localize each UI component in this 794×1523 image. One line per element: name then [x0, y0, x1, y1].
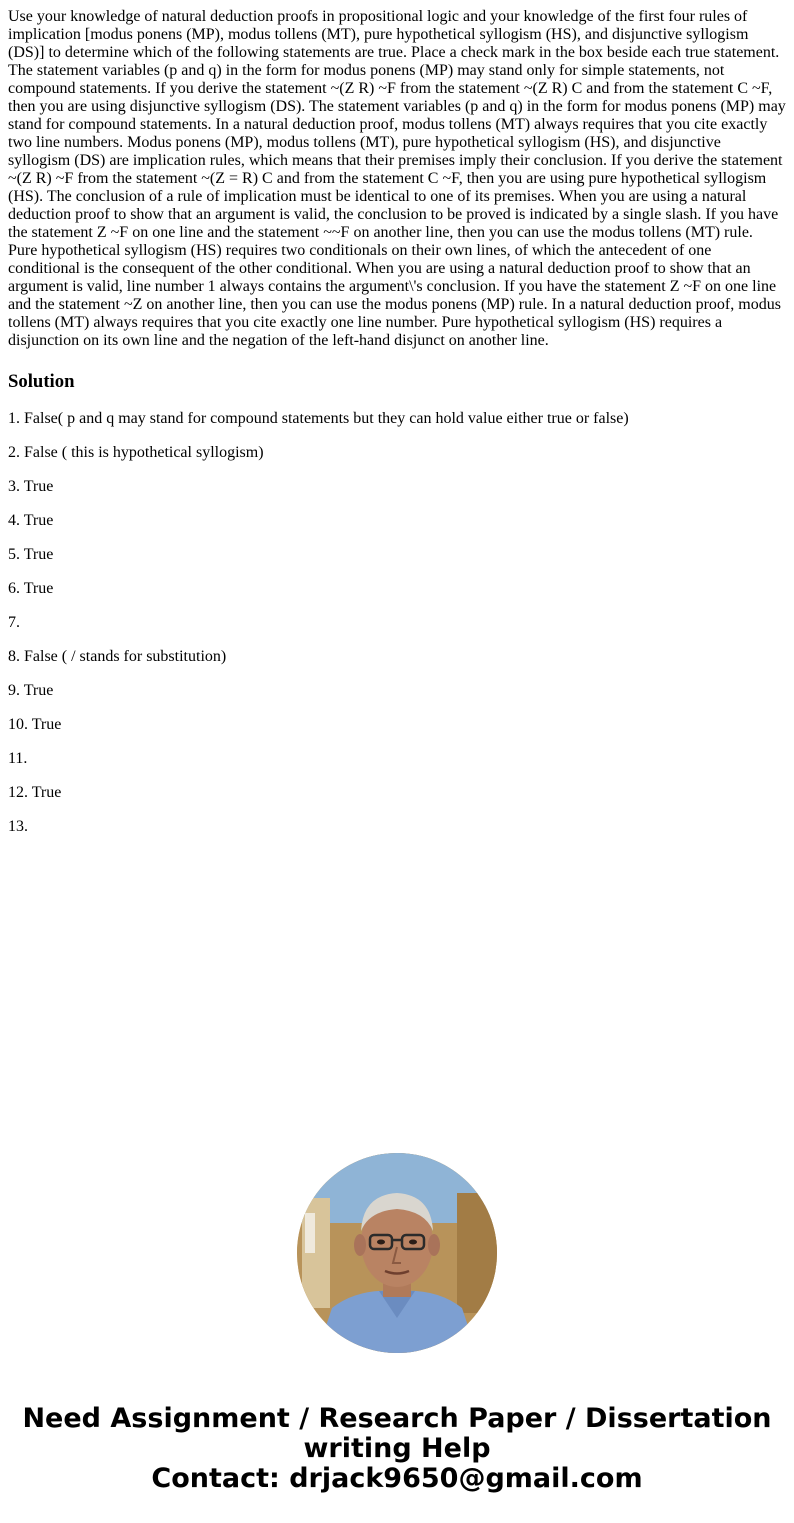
answer-item: 7.	[8, 614, 20, 631]
answer-item: 9. True	[8, 682, 54, 699]
avatar-portrait	[297, 1153, 497, 1353]
answer-item: 8. False ( / stands for substitution)	[8, 648, 227, 665]
answer-item: 3. True	[8, 478, 54, 495]
answer-item: 11.	[8, 750, 28, 767]
footer-line-2: writing Help	[303, 1433, 491, 1464]
footer-contact	[0, 1404, 794, 1494]
answer-item: 5. True	[8, 546, 54, 563]
answer-item: 10. True	[8, 716, 62, 733]
answer-item: 6. True	[8, 580, 54, 597]
answer-item: 2. False ( this is hypothetical syllogism)	[8, 444, 264, 461]
solution-heading: Solution	[8, 371, 75, 392]
answer-item: 13.	[8, 818, 28, 835]
answer-list	[8, 410, 786, 836]
question-text: Use your knowledge of natural deduction proofs in propositional logic and your knowledge of the first four rules of implication [modus ponens (MP), modus tollens (MT), pure hypothetical syllogism (HS), and disjunctive syllogism (DS)] to determine which of the following statements are true. Place a check mark in the box beside each true statement. The statement variables (p and q) in the form for modus ponens (MP) may stand only for simple statements, not compound statements. If you derive the statement ~(Z R) ~F from the statement ~(Z R) C and from the statement C ~F, then you are using disjunctive syllogism (DS). The statement variables (p and q) in the form for modus ponens (MP) may stand for compound statements. In a natural deduction proof, modus tollens (MT) always requires that you cite exactly two line numbers. Modus ponens (MP), modus tollens (MT), pure hypothetical syllogism (HS), and disjunctive syllogism (DS) are implication rules, which means that their premises imply their conclusion. If you derive the statement ~(Z R) ~F from the statement ~(Z = R) C and from the statement C ~F, then you are using pure hypothetical syllogism (HS). The conclusion of a rule of implication must be identical to one of its premises. When you are using a natural deduction proof to show that an argument is valid, the conclusion to be proved is indicated by a single slash. If you have the statement Z ~F on one line and the statement ~~F on another line, then you can use the modus tollens (MT) rule. Pure hypothetical syllogism (HS) requires two conditionals on their own lines, of which the antecedent of one conditional is the consequent of the other conditional. When you are using a natural deduction proof to show that an argument is valid, line number 1 always contains the argument\'s conclusion. If you have the statement Z ~F on one line and the statement ~Z on another line, then you can use the modus ponens (MP) rule. In a natural deduction proof, modus tollens (MT) always requires that you cite exactly one line number. Pure hypothetical syllogism (HS) requires a disjunction on its own line and the negation of the left-hand disjunct on another line.	[8, 8, 786, 349]
author-avatar	[297, 1153, 497, 1353]
footer-line-1: Need Assignment / Research Paper / Dissertation	[22, 1403, 772, 1434]
answer-item: 12. True	[8, 784, 62, 801]
answer-item: 1. False( p and q may stand for compound statements but they can hold value either true or false)	[8, 410, 629, 427]
answer-item: 4. True	[8, 512, 54, 529]
footer-contact-email: Contact: drjack9650@gmail.com	[151, 1463, 643, 1494]
